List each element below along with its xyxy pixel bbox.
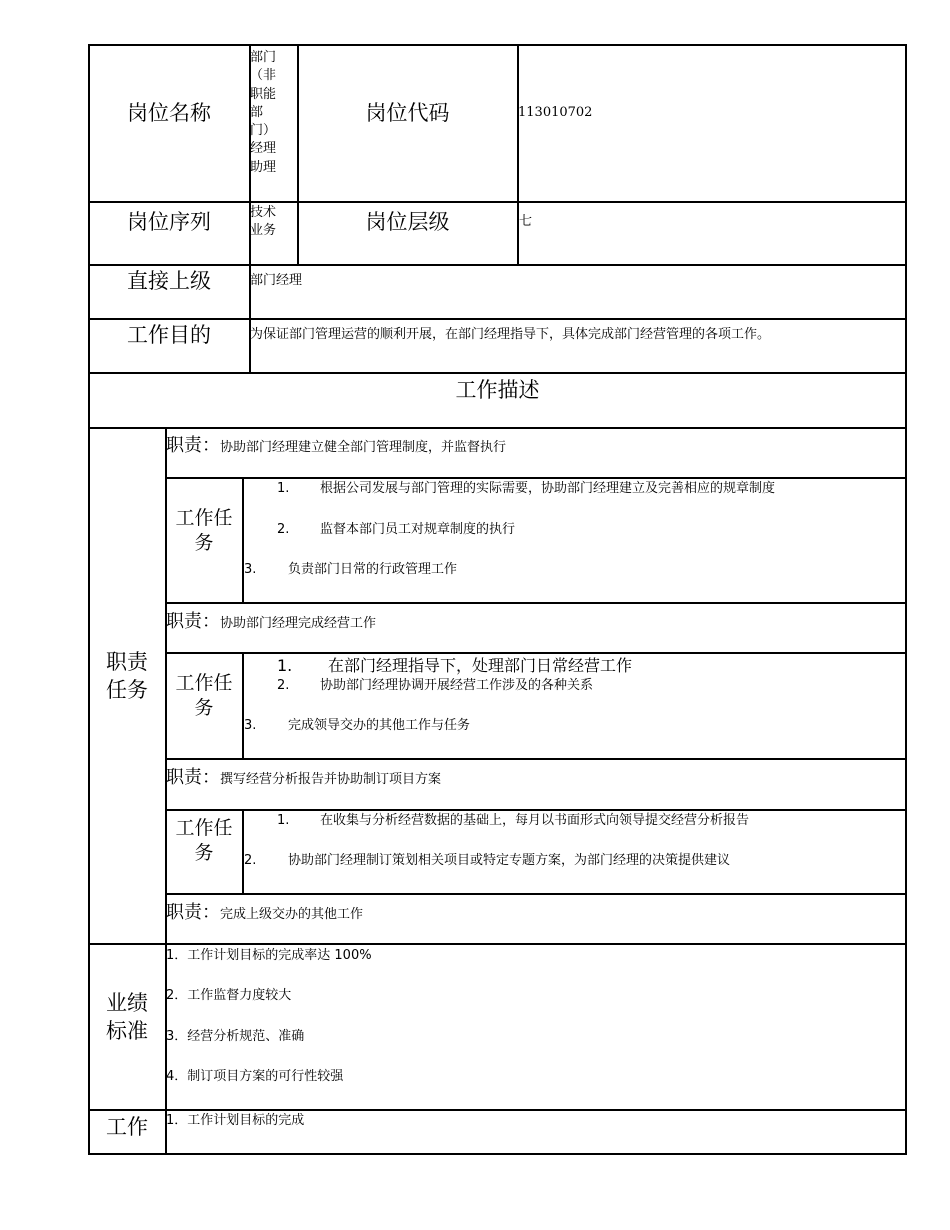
performance-item: 2．工作监督力度较大 [166, 988, 292, 1003]
task-item: 1. 在收集与分析经营数据的基础上，每月以书面形式向领导提交经营分析报告 [277, 813, 750, 828]
work-item: 1．工作计划目标的完成 [166, 1113, 305, 1128]
task-item: 3. 完成领导交办的其他工作与任务 [244, 718, 471, 733]
duty-text: 协助部门经理建立健全部门管理制度，并监督执行 [220, 440, 507, 455]
task-label: 工作任务 [175, 817, 233, 864]
position-code-value: 113010702 [518, 105, 593, 120]
work-label: 工作 [106, 1115, 148, 1139]
duty-prefix: 职责： [166, 902, 220, 923]
performance-item: 4．制订项目方案的可行性较强 [166, 1069, 344, 1084]
duty-prefix: 职责： [166, 767, 220, 788]
task-item: 3. 负责部门日常的行政管理工作 [244, 562, 458, 577]
task-item: 2. 监督本部门员工对规章制度的执行 [277, 522, 516, 537]
duty-section-label: 职责任务 [106, 650, 148, 702]
duty-prefix: 职责： [166, 435, 220, 456]
performance-item: 3．经营分析规范、准确 [166, 1029, 305, 1044]
duty-text: 协助部门经理完成经营工作 [220, 616, 377, 631]
task-item: 1. 根据公司发展与部门管理的实际需要，协助部门经理建立及完善相应的规章制度 [277, 481, 776, 496]
task-label: 工作任务 [175, 507, 233, 554]
superior-value: 部门经理 [250, 273, 303, 288]
performance-label: 业绩标准 [106, 991, 148, 1043]
purpose-value: 为保证部门管理运营的顺利开展，在部门经理指导下，具体完成部门经营管理的各项工作。 [250, 327, 771, 342]
sequence-value: 技术 业务 [250, 205, 277, 239]
duty-row [166, 763, 441, 789]
duty-row [166, 431, 506, 457]
task-item: 2. 协助部门经理制订策划相关项目或特定专题方案，为部门经理的决策提供建议 [244, 853, 731, 868]
position-name-label: 岗位名称 [127, 101, 211, 125]
sequence-label: 岗位序列 [127, 210, 211, 234]
level-label: 岗位层级 [365, 210, 450, 234]
position-name-value: 部门 （非 职能 部 门） 经理 助理 [250, 50, 277, 175]
duty-row [166, 898, 363, 924]
task-item: 1. 在部门经理指导下，处理部门日常经营工作 [277, 656, 633, 675]
position-code-label: 岗位代码 [365, 101, 450, 125]
duty-row [166, 607, 376, 633]
purpose-label: 工作目的 [127, 323, 211, 347]
duty-text: 撰写经营分析报告并协助制订项目方案 [220, 772, 442, 787]
duty-prefix: 职责： [166, 611, 220, 632]
superior-label: 直接上级 [127, 269, 211, 293]
level-value: 七 [519, 214, 533, 229]
description-title: 工作描述 [455, 378, 540, 402]
task-item: 2. 协助部门经理协调开展经营工作涉及的各种关系 [277, 678, 594, 693]
duty-text: 完成上级交办的其他工作 [220, 907, 364, 922]
task-label: 工作任务 [175, 672, 233, 719]
performance-item: 1．工作计划目标的完成率达 100% [166, 948, 372, 963]
